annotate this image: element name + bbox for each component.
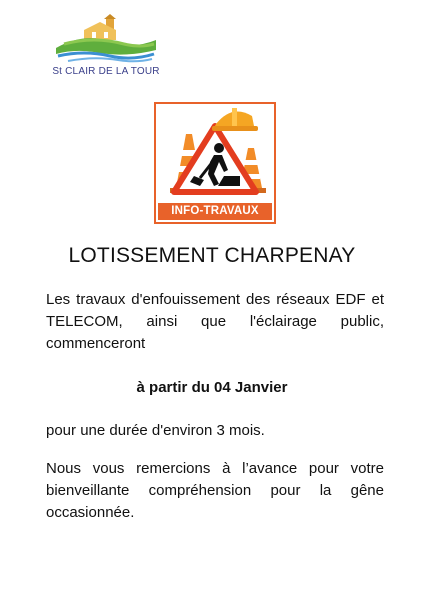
municipality-logo <box>48 14 164 84</box>
municipality-name: St CLAIR DE LA TOUR <box>52 66 160 77</box>
thanks-message: Nous vous remercions à l’avance pour votre bienveillante compréhension pour la gêne occasionnée. <box>46 460 384 521</box>
start-date: à partir du 04 Janvier <box>136 379 288 396</box>
notice-title: LOTISSEMENT CHARPENAY <box>68 244 356 267</box>
village-logo-icon <box>54 14 158 64</box>
works-description: Les travaux d'enfouissement des réseaux EDF et TELECOM, ainsi que l'éclairage public, commenceront <box>46 291 384 352</box>
info-travaux-badge <box>154 102 276 224</box>
works-duration: pour une durée d'environ 3 mois. <box>46 422 265 439</box>
roadwork-sign-icon <box>156 104 274 204</box>
badge-label: INFO-TRAVAUX <box>158 203 272 220</box>
